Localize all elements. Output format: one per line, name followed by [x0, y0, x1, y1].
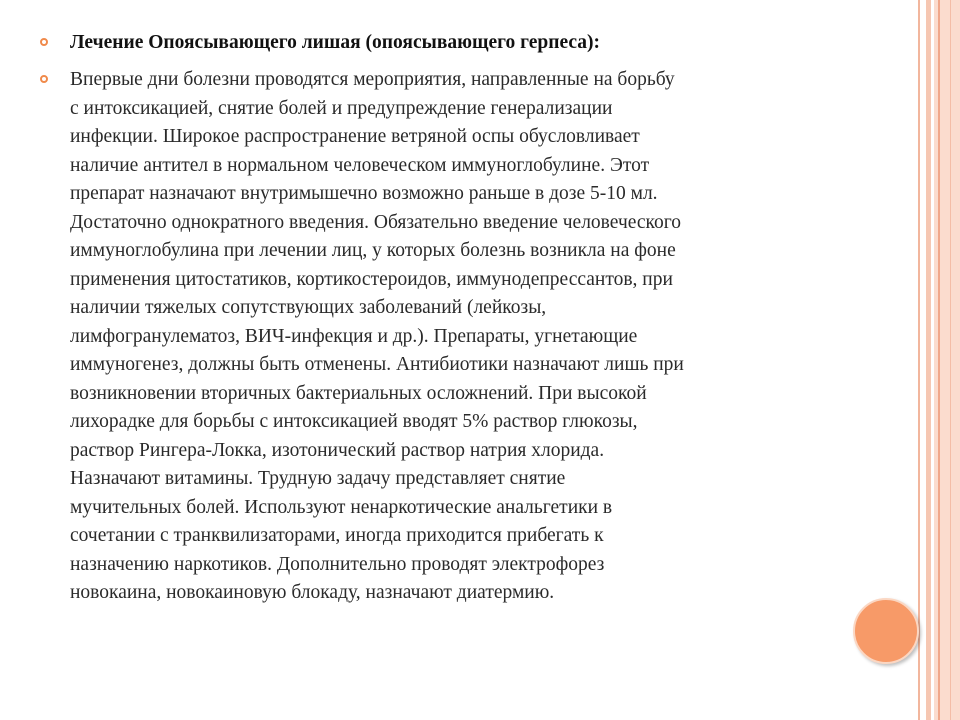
right-stripe-line-1 — [938, 0, 940, 720]
body-line: Назначают витамины. Трудную задачу представляет снятие — [70, 468, 566, 489]
body-line: Достаточно однократного введения. Обязательно введение человеческого — [70, 211, 682, 233]
body-line: возникновении вторичных бактериальных осложнений. При высокой — [70, 382, 647, 404]
body-line: раствор Рингера-Локка, изотонический раствор натрия хлорида. — [70, 439, 605, 461]
body-line: сочетании с транквилизаторами, иногда приходится прибегать к — [70, 525, 604, 546]
right-stripe-line-2 — [950, 0, 951, 720]
decorative-orange-circle — [853, 598, 919, 664]
heading-item — [40, 28, 930, 58]
body-line: лимфогранулематоз, ВИЧ-инфекция и др.). Препараты, угнетающие — [70, 325, 638, 347]
body-line: назначению наркотиков. Дополнительно проводят электрофорез — [70, 553, 605, 575]
body-line: лихорадке для борьбы с интоксикацией вводят 5% раствор глюкозы, — [70, 411, 638, 432]
body-line: Впервые дни болезни проводятся мероприятия, направленные на борьбу — [70, 69, 675, 90]
slide-heading: Лечение Опоясывающего лишая (опоясывающего герпеса): — [70, 32, 600, 53]
body-item — [40, 66, 930, 608]
slide-content — [40, 28, 930, 608]
body-line: иммуногенез, должны быть отменены. Антибиотики назначают лишь при — [70, 354, 684, 375]
body-line: новокаина, новокаиновую блокаду, назначают диатермию. — [70, 582, 555, 603]
body-line: иммуноглобулина при лечении лиц, у которых болезнь возникла на фоне — [70, 240, 676, 261]
body-line: с интоксикацией, снятие болей и предупреждение генерализации — [70, 97, 613, 119]
body-line: наличие антител в нормальном человеческом иммуноглобулине. Этот — [70, 154, 650, 176]
body-line: препарат назначают внутримышечно возможно раньше в дозе 5-10 мл. — [70, 183, 658, 204]
bullet-circle-icon — [40, 38, 48, 46]
body-line: инфекции. Широкое распространение ветряной оспы обусловливает — [70, 126, 640, 147]
body-line: мучительных болей. Используют ненаркотические анальгетики в — [70, 496, 613, 518]
body-line: применения цитостатиков, кортикостероидов, иммунодепрессантов, при — [70, 268, 673, 290]
bullet-circle-icon — [40, 75, 48, 83]
body-line: наличии тяжелых сопутствующих заболеваний (лейкозы, — [70, 297, 547, 318]
slide-body-text — [70, 66, 930, 608]
